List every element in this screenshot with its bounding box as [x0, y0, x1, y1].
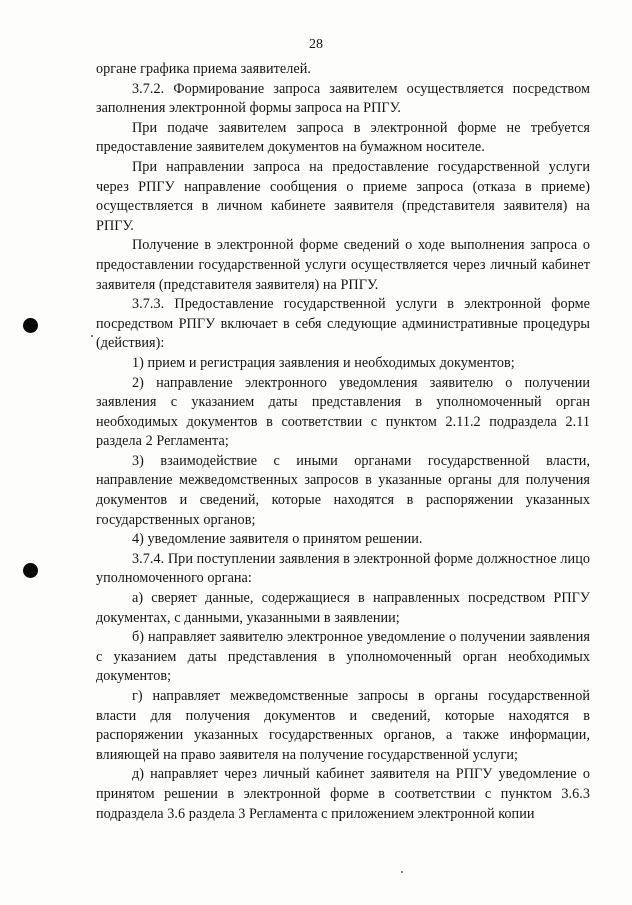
paragraph-3-7-2: 3.7.2. Формирование запроса заявителем осуществляется посредством заполнения электронной формы запроса на РПГУ. — [96, 80, 590, 117]
punch-hole-top — [23, 318, 38, 333]
list-item-g: г) направляет межведомственные запросы в органы государственной власти для получения документов и сведений, которые находятся в распоряжении указанных государственных органов, а также информации, влияющей на право заявителя на получение государственной услуги; — [96, 688, 590, 763]
paragraph-no-paper-docs: При подаче заявителем запроса в электронной форме не требуется предоставление заявителем документов на бумажном носителе. — [96, 119, 590, 156]
paragraph-continuation: органе графика приема заявителей. — [96, 61, 311, 77]
page-number: 28 — [309, 37, 323, 52]
punch-hole-bottom — [23, 563, 38, 578]
paragraph-request-acceptance: При направлении запроса на предоставление государственной услуги через РПГУ направление сообщения о приеме запроса (отказа в приеме) осуществляется в личном кабинете заявителя (представителя заявителя) на РПГУ. — [96, 158, 590, 234]
list-item-3: 3) взаимодействие с иными органами государственной власти, направление межведомственных запросов в указанные органы для получения документов и сведений, которые находятся в распоряжении указанных государственных органов; — [96, 452, 590, 528]
document-body — [96, 60, 590, 824]
scan-speck — [401, 871, 403, 873]
list-item-b: б) направляет заявителю электронное уведомление о получении заявления с указанием даты представления в уполномоченный орган необходимых документов; — [96, 629, 590, 685]
scan-speck — [91, 335, 93, 337]
list-item-4: 4) уведомление заявителя о принятом решении. — [132, 531, 423, 548]
list-item-d: д) направляет через личный кабинет заявителя на РПГУ уведомление о принятом решении в электронной форме в соответствии с пунктом 3.6.3 подраздела 3.6 раздела 3 Регламента с приложением электронной копии — [96, 766, 590, 822]
paragraph-3-7-4: 3.7.4. При поступлении заявления в электронной форме должностное лицо уполномоченного органа: — [96, 550, 590, 587]
list-item-2: 2) направление электронного уведомления заявителю о получении заявления с указанием даты представления в уполномоченный орган необходимых документов в соответствии с пунктом 2.11.2 подраздела 2.11 раздела 2 Регламента; — [96, 374, 590, 450]
list-item-1: 1) прием и регистрация заявления и необходимых документов; — [132, 354, 515, 371]
paragraph-3-7-3: 3.7.3. Предоставление государственной услуги в электронной форме посредством РПГУ включает в себя следующие административные процедуры (действия): — [96, 296, 590, 352]
paragraph-progress-info: Получение в электронной форме сведений о ходе выполнения запроса о предоставлении государственной услуги осуществляется через личный кабинет заявителя (представителя заявителя) на РПГУ. — [96, 237, 590, 293]
list-item-a: а) сверяет данные, содержащиеся в направленных посредством РПГУ документах, с данными, указанными в заявлении; — [96, 590, 590, 626]
